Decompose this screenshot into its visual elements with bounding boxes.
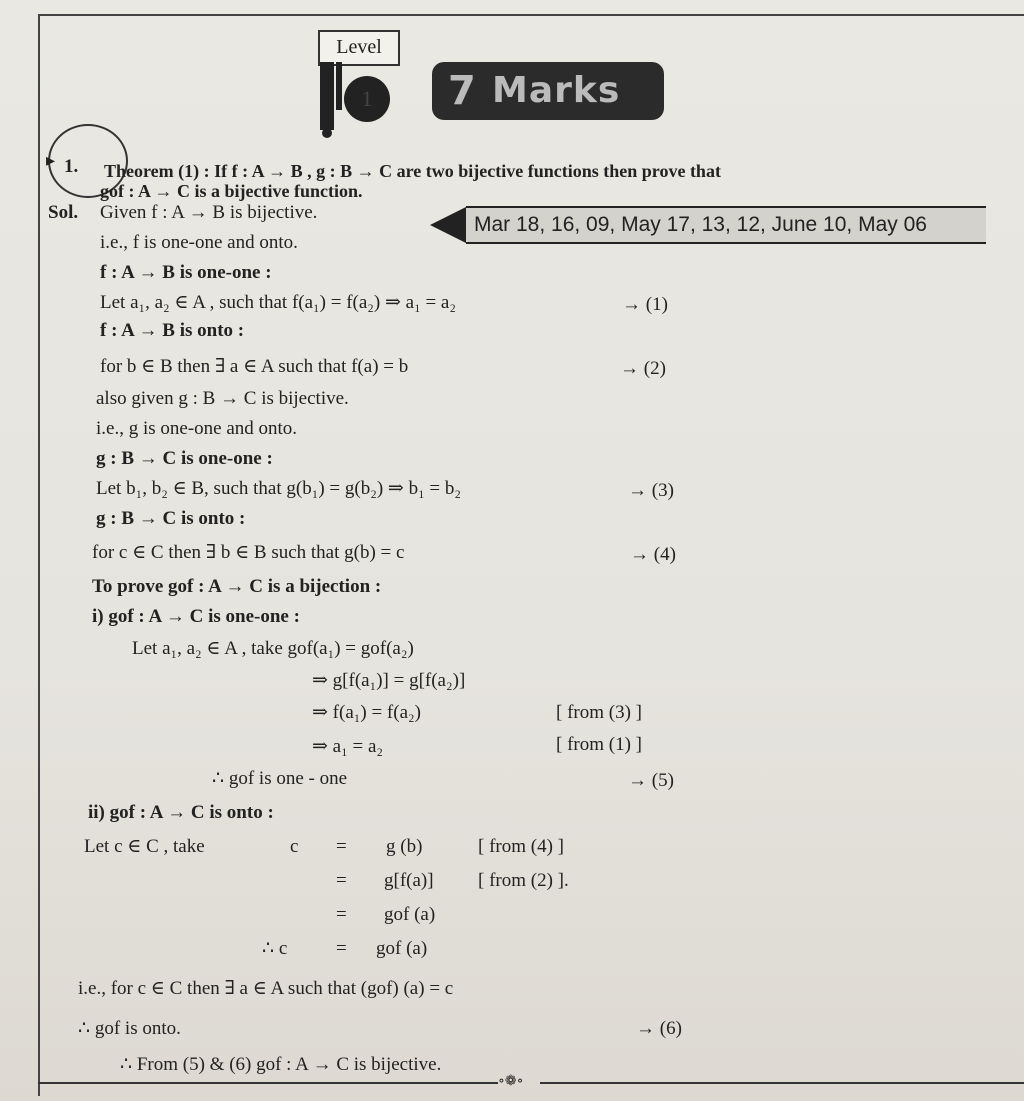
part-two-c: c	[290, 836, 299, 857]
equals-sign: =	[336, 938, 347, 959]
part-two-rhs: gof (a)	[376, 938, 428, 959]
level-bar-graphic	[320, 62, 334, 130]
arrow-marker-icon: ▸	[46, 150, 56, 170]
bottom-rule	[38, 1082, 498, 1084]
question-number: 1.	[64, 156, 79, 177]
part-one-heading: i) gof : A → C is one-one :	[92, 606, 300, 627]
solution-line: for c ∈ C then ∃ b ∈ B such that g(b) = c	[92, 542, 405, 563]
level-label: Level	[318, 30, 400, 66]
part-two-rhs: gof (a)	[384, 904, 436, 925]
part-two-note: [ from (4) ]	[478, 836, 564, 857]
solution-line: Let a₁, a₂ ∈ A , such that f(a₁) = f(a₂) ⇒ a₁ = a₂	[100, 292, 456, 313]
equals-sign: =	[336, 836, 347, 857]
part-two-note: [ from (2) ].	[478, 870, 569, 891]
bottom-rule	[540, 1082, 1024, 1084]
solution-line: g : B → C is onto :	[96, 508, 246, 529]
solution-line: i.e., g is one-one and onto.	[96, 418, 298, 439]
question-line-2: gof : A → C is a bijective function.	[100, 181, 363, 201]
part-one-line: Let a₁, a₂ ∈ A , take gof(a₁) = gof(a₂)	[132, 638, 414, 659]
solution-line: f : A → B is onto :	[100, 320, 245, 341]
part-two-conclusion: ∴ gof is onto.	[78, 1018, 181, 1039]
part-two-rhs: g[f(a)]	[384, 870, 434, 891]
part-one-conclusion: ∴ gof is one - one	[212, 768, 348, 789]
level-bar-graphic-2	[336, 62, 342, 110]
marks-number: 7	[448, 68, 477, 114]
marks-badge	[432, 62, 664, 120]
equation-ref: → (6)	[636, 1018, 682, 1039]
part-two-line: Let c ∈ C , take	[84, 836, 205, 857]
final-conclusion: ∴ From (5) & (6) gof : A → C is bijective.	[120, 1054, 442, 1075]
question-line-1: Theorem (1) : If f : A → B , g : B → C are two bijective functions then prove that	[104, 161, 721, 181]
solution-line: Given f : A → B is bijective.	[100, 202, 318, 223]
part-two-heading: ii) gof : A → C is onto :	[88, 802, 274, 823]
solution-line: g : B → C is one-one :	[96, 448, 273, 469]
banner-arrow-icon	[430, 206, 468, 244]
equation-ref: → (4)	[630, 544, 676, 565]
equation-ref: → (5)	[628, 770, 674, 791]
level-dot	[322, 128, 332, 138]
part-one-line: ⇒ g[f(a₁)] = g[f(a₂)]	[312, 670, 466, 691]
solution-line: To prove gof : A → C is a bijection :	[92, 576, 382, 597]
solution-line: Let b₁, b₂ ∈ B, such that g(b₁) = g(b₂) ⇒ b₁ = b₂	[96, 478, 462, 499]
part-one-note: [ from (3) ]	[556, 702, 642, 723]
exam-dates-text: Mar 18, 16, 09, May 17, 13, 12, June 10, May 06	[474, 213, 927, 236]
part-two-rhs: g (b)	[386, 836, 423, 857]
part-two-therefore: ∴ c	[262, 938, 288, 959]
solution-line: i.e., f is one-one and onto.	[100, 232, 298, 253]
part-two-ie: i.e., for c ∈ C then ∃ a ∈ A such that (gof) (a) = c	[78, 978, 454, 999]
equation-ref: → (2)	[620, 358, 666, 379]
solution-line: f : A → B is one-one :	[100, 262, 272, 283]
solution-line: also given g : B → C is bijective.	[96, 388, 349, 409]
level-number-badge: 1	[344, 76, 390, 122]
equation-ref: → (3)	[628, 480, 674, 501]
part-one-line: ⇒ a₁ = a₂	[312, 736, 383, 757]
equals-sign: =	[336, 904, 347, 925]
equals-sign: =	[336, 870, 347, 891]
exam-dates-banner	[466, 206, 986, 244]
marks-word: Marks	[492, 70, 621, 111]
part-one-note: [ from (1) ]	[556, 734, 642, 755]
part-one-line: ⇒ f(a₁) = f(a₂)	[312, 702, 421, 723]
equation-ref: → (1)	[622, 294, 668, 315]
solution-line: for b ∈ B then ∃ a ∈ A such that f(a) = b	[100, 356, 409, 377]
solution-label: Sol.	[48, 202, 79, 223]
ornament-icon: ∘❁∘	[498, 1074, 524, 1089]
